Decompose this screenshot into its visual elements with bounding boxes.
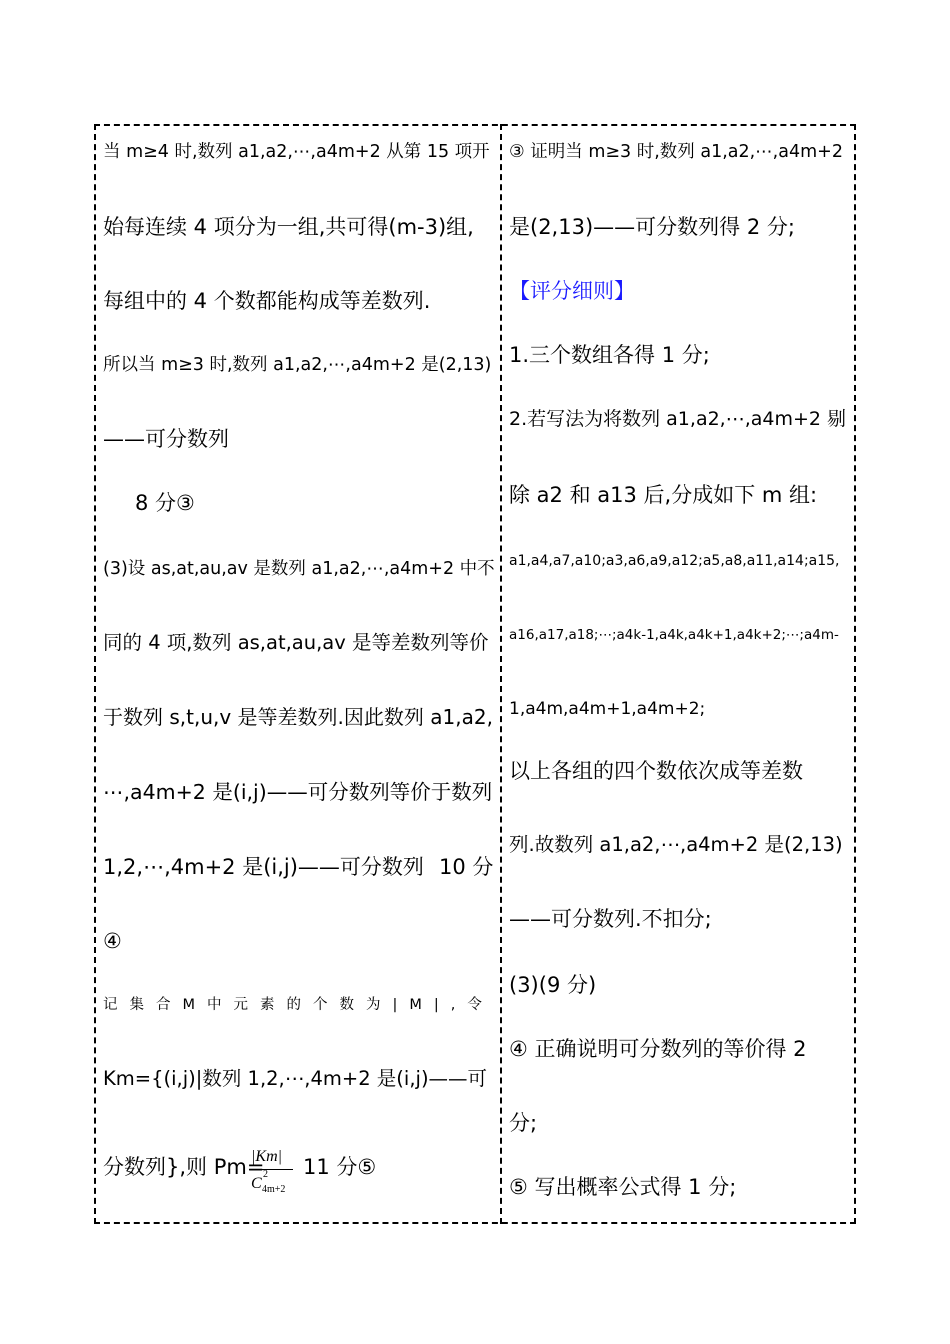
left-line-2: 始每连续 4 项分为一组,共可得(m-3)组,	[103, 215, 474, 239]
left-line-6: 8 分③	[135, 491, 195, 515]
right-line-11: ——可分数列.不扣分;	[509, 907, 712, 931]
left-line-11: 1,2,⋯,4m+2 是(i,j)——可分数列	[103, 855, 424, 879]
right-line-7: a16,a17,a18;⋯;a4k-1,a4k,a4k+1,a4k+2;⋯;a4m-	[509, 627, 839, 643]
left-score-10: 10 分	[439, 855, 494, 879]
left-line-12: ④	[103, 929, 122, 953]
right-line-13: ④ 正确说明可分数列的等价得 2	[509, 1037, 807, 1061]
left-line-3: 每组中的 4 个数都能构成等差数列.	[103, 289, 431, 313]
right-line-6: a1,a4,a7,a10;a3,a6,a9,a12;a5,a8,a11,a14;a15,	[509, 553, 840, 569]
left-line-1: 当 m≥4 时,数列 a1,a2,⋯,a4m+2 从第 15 项开	[103, 142, 490, 162]
left-line-4: 所以当 m≥3 时,数列 a1,a2,⋯,a4m+2 是(2,13)	[103, 355, 492, 375]
right-line-12: (3)(9 分)	[509, 973, 597, 997]
left-line-8: 同的 4 项,数列 as,at,au,av 是等差数列等价	[103, 631, 489, 654]
right-line-14: 分;	[509, 1111, 538, 1135]
right-line-8: 1,a4m,a4m+1,a4m+2;	[509, 699, 706, 719]
left-line-15: 分数列},则 Pm=	[103, 1155, 265, 1179]
right-line-2: 是(2,13)——可分数列得 2 分;	[509, 215, 795, 239]
left-line-10: ⋯,a4m+2 是(i,j)——可分数列等价于数列	[103, 780, 493, 804]
fraction-numerator: |Km|	[251, 1148, 283, 1165]
fraction-denominator-sup: 2	[263, 1169, 268, 1180]
left-line-5: ——可分数列	[103, 427, 229, 451]
fraction-bar	[249, 1169, 293, 1170]
right-line-1: ③ 证明当 m≥3 时,数列 a1,a2,⋯,a4m+2	[509, 142, 843, 162]
left-line-14: Km={(i,j)|数列 1,2,⋯,4m+2 是(i,j)——可	[103, 1067, 488, 1090]
right-line-9: 以上各组的四个数依次成等差数	[509, 759, 803, 783]
column-divider	[500, 124, 502, 1224]
fraction-denominator-c: C	[251, 1175, 262, 1192]
scoring-rules-heading: 【评分细则】	[509, 279, 635, 303]
fraction-denominator-sub: 4m+2	[262, 1184, 286, 1195]
probability-fraction	[249, 1146, 295, 1198]
right-line-4: 2.若写法为将数列 a1,a2,⋯,a4m+2 剔	[509, 408, 847, 430]
right-line-10: 列.故数列 a1,a2,⋯,a4m+2 是(2,13)	[509, 833, 843, 856]
right-line-15: ⑤ 写出概率公式得 1 分;	[509, 1175, 737, 1199]
right-line-3: 1.三个数组各得 1 分;	[509, 343, 710, 367]
left-score-11: 11 分⑤	[303, 1155, 377, 1179]
left-line-9: 于数列 s,t,u,v 是等差数列.因此数列 a1,a2,	[103, 705, 493, 729]
left-line-7: (3)设 as,at,au,av 是数列 a1,a2,⋯,a4m+2 中不	[103, 559, 495, 579]
left-line-13: 记集合M中元素的个数为|M|,令	[103, 997, 494, 1013]
right-line-5: 除 a2 和 a13 后,分成如下 m 组:	[509, 483, 818, 507]
